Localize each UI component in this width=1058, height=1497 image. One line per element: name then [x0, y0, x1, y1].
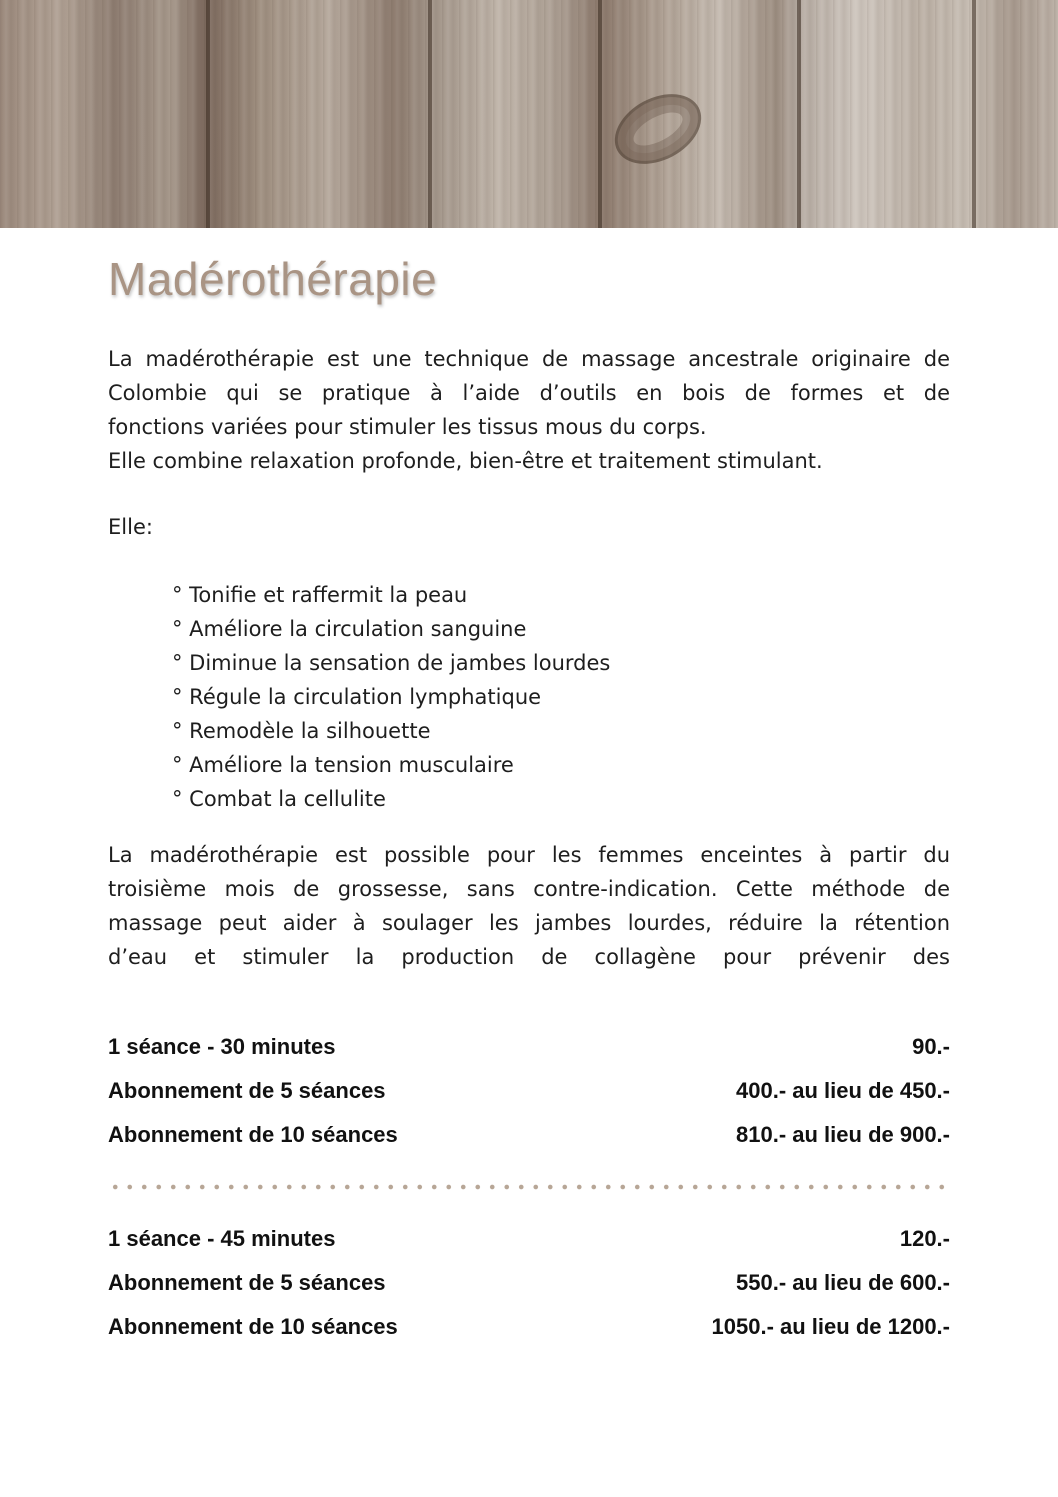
- price-row: [108, 1076, 950, 1106]
- price-row: [108, 1312, 950, 1342]
- elle-label: Elle:: [108, 515, 153, 539]
- intro-paragraph: [108, 342, 950, 478]
- benefit-item: ° Diminue la sensation de jambes lourdes: [172, 651, 611, 675]
- price-label: Abonnement de 5 séances: [108, 1270, 386, 1295]
- dotted-divider: [108, 1183, 950, 1191]
- pregnancy-paragraph: [108, 838, 950, 974]
- price-label: Abonnement de 5 séances: [108, 1078, 386, 1103]
- benefit-item: ° Régule la circulation lymphatique: [172, 685, 542, 709]
- intro-line: Elle combine relaxation profonde, bien-être et traitement stimulant.: [108, 449, 823, 473]
- price-row: [108, 1268, 950, 1298]
- price-value: 90.-: [912, 1034, 950, 1059]
- plank-seam: [797, 0, 801, 228]
- pregnancy-line: massage peut aider à soulager les jambes lourdes, réduire la rétention: [108, 911, 950, 935]
- price-label: Abonnement de 10 séances: [108, 1122, 398, 1147]
- price-label: Abonnement de 10 séances: [108, 1314, 398, 1339]
- benefits-list: [172, 578, 610, 816]
- benefit-item: ° Améliore la circulation sanguine: [172, 617, 527, 641]
- price-value: 400.- au lieu de 450.-: [736, 1078, 950, 1103]
- price-value: 550.- au lieu de 600.-: [736, 1270, 950, 1295]
- page-title: Madérothérapie: [108, 253, 438, 305]
- benefit-item: ° Améliore la tension musculaire: [172, 753, 514, 777]
- pregnancy-line: d’eau et stimuler la production de collagène pour prévenir des: [108, 945, 950, 969]
- intro-line: fonctions variées pour stimuler les tissus mous du corps.: [108, 415, 707, 439]
- plank-seam: [428, 0, 432, 228]
- plank-seam: [206, 0, 210, 228]
- pregnancy-line: troisième mois de grossesse, sans contre-indication. Cette méthode de: [108, 877, 950, 901]
- intro-line: La madérothérapie est une technique de massage ancestrale originaire de: [108, 347, 950, 371]
- plank-seam: [972, 0, 976, 228]
- wood-knot: [603, 80, 713, 178]
- benefit-item: ° Combat la cellulite: [172, 787, 386, 811]
- price-value: 810.- au lieu de 900.-: [736, 1122, 950, 1147]
- pregnancy-line: La madérothérapie est possible pour les femmes enceintes à partir du: [108, 843, 950, 867]
- price-row: [108, 1224, 950, 1254]
- benefit-item: ° Remodèle la silhouette: [172, 719, 431, 743]
- price-label: 1 séance - 45 minutes: [108, 1226, 336, 1251]
- wood-banner-image: [0, 0, 1058, 228]
- plank-seam: [598, 0, 602, 228]
- price-value: 120.-: [899, 1226, 950, 1251]
- price-row: [108, 1120, 950, 1150]
- benefit-item: ° Tonifie et raffermit la peau: [172, 583, 468, 607]
- price-value: 1050.- au lieu de 1200.-: [711, 1314, 950, 1339]
- intro-line: Colombie qui se pratique à l’aide d’outils en bois de formes et de: [108, 381, 950, 405]
- price-row: [108, 1032, 950, 1062]
- price-label: 1 séance - 30 minutes: [108, 1034, 336, 1059]
